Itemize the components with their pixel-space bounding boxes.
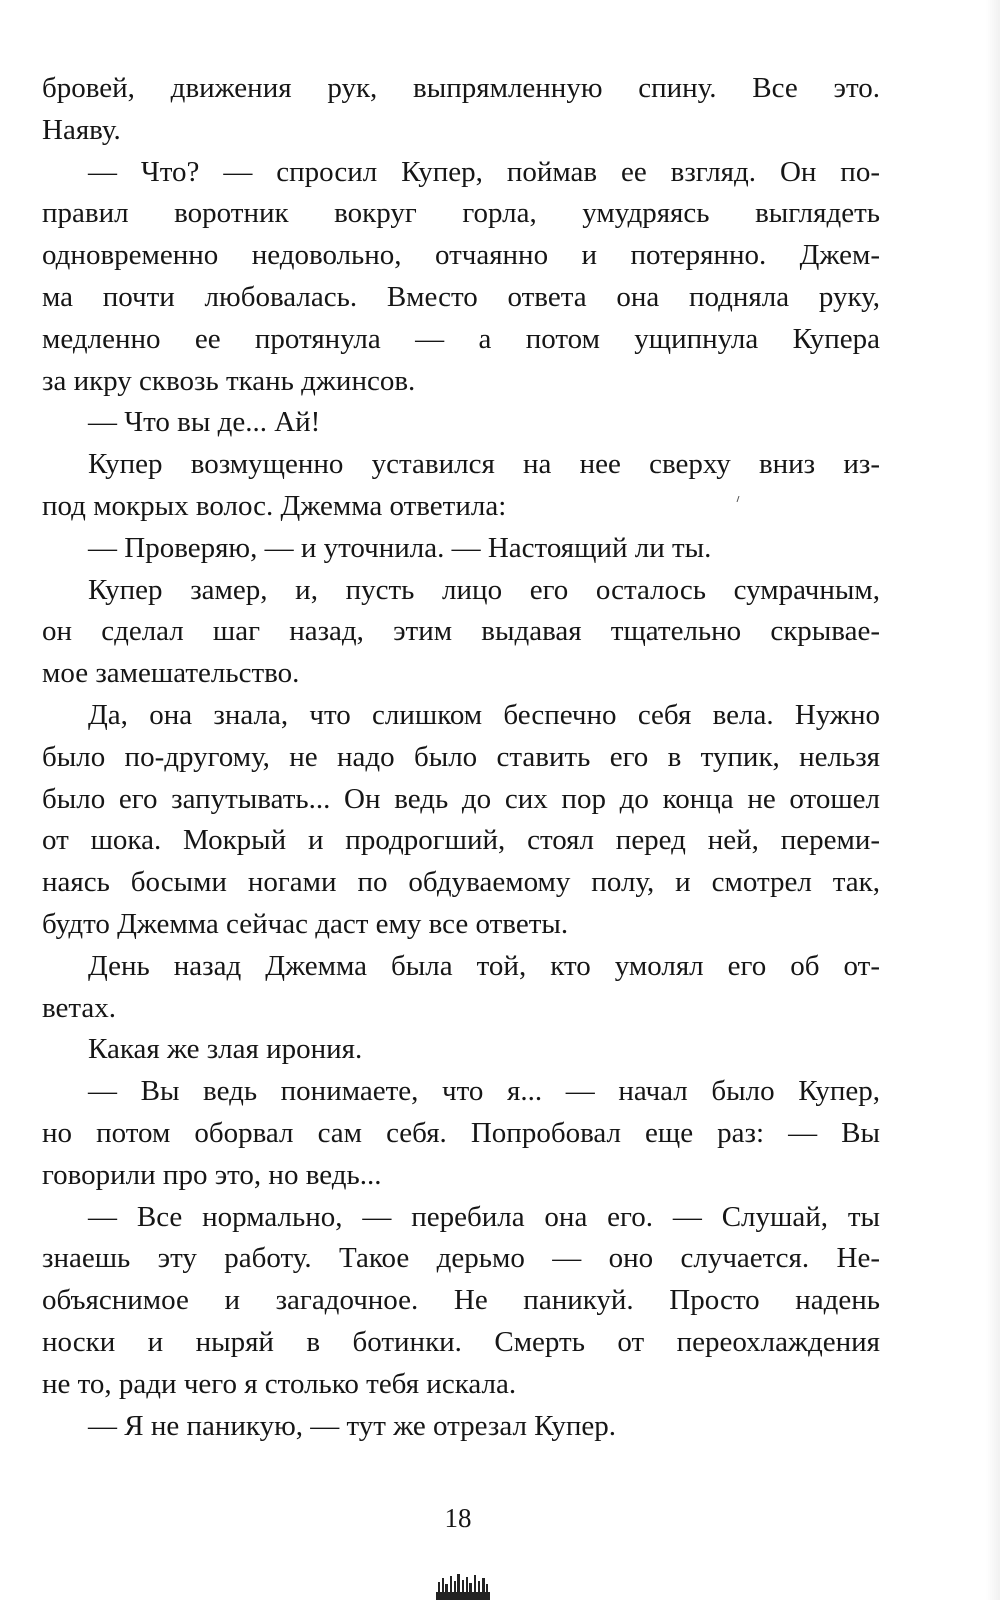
text-line-14: он сделал шаг назад, этим выдавая тщательно скрывае- xyxy=(42,615,880,648)
text-line-25: — Вы ведь понимаете, что я... — начал было Купер, xyxy=(88,1075,880,1108)
text-line-33: — Я не паникую, — тут же отрезал Купер. xyxy=(88,1409,616,1442)
text-line-27: говорили про это, но ведь... xyxy=(42,1158,382,1191)
text-line-9: — Что вы де... Ай! xyxy=(88,406,321,439)
text-line-2: Наяву. xyxy=(42,113,121,146)
text-line-8: за икру сквозь ткань джинсов. xyxy=(42,364,416,397)
text-line-30: объяснимое и загадочное. Не паникуй. Просто надень xyxy=(42,1284,880,1317)
text-line-16: Да, она знала, что слишком беспечно себя вела. Нужно xyxy=(88,698,880,731)
text-line-18: было его запутывать... Он ведь до сих пор до конца не отошел xyxy=(42,782,880,815)
text-line-24: Какая же злая ирония. xyxy=(88,1033,363,1066)
text-line-23: ветах. xyxy=(42,991,117,1024)
text-line-22: День назад Джемма была той, кто умолял его об от- xyxy=(88,949,880,982)
text-line-26: но потом оборвал сам себя. Попробовал еще раз: — Вы xyxy=(42,1116,880,1149)
stray-ink-mark xyxy=(736,496,740,502)
text-line-1: бровей, движения рук, выпрямленную спину. Все это. xyxy=(42,72,880,104)
text-line-10: Купер возмущенно уставился на нее сверху вниз из- xyxy=(88,448,880,481)
text-line-19: от шока. Мокрый и продрогший, стоял перед ней, переми- xyxy=(42,824,880,857)
text-line-21: будто Джемма сейчас даст ему все ответы. xyxy=(42,907,569,940)
text-line-4: правил воротник вокруг горла, умудряясь выглядеть xyxy=(42,197,880,230)
text-line-20: наясь босыми ногами по обдуваемому полу, и смотрел так, xyxy=(42,866,880,899)
text-line-6: ма почти любовалась. Вместо ответа она подняла руку, xyxy=(42,280,880,313)
text-line-11: под мокрых волос. Джемма ответила: xyxy=(42,489,507,522)
text-line-17: было по-другому, не надо было ставить его в тупик, нельзя xyxy=(42,740,880,773)
page-edge-shadow xyxy=(986,0,1000,1600)
text-line-7: медленно ее протянула — а потом ущипнула Купера xyxy=(42,322,880,355)
text-line-28: — Все нормально, — перебила она его. — Слушай, ты xyxy=(88,1200,880,1233)
text-line-5: одновременно недовольно, отчаянно и потерянно. Джем- xyxy=(42,239,880,272)
text-line-12: — Проверяю, — и уточнила. — Настоящий ли ты. xyxy=(88,531,712,564)
text-line-29: знаешь эту работу. Такое дерьмо — оно случается. Не- xyxy=(42,1242,880,1275)
text-line-15: мое замешательство. xyxy=(42,657,300,690)
text-line-3: — Что? — спросил Купер, поймав ее взгляд. Он по- xyxy=(88,155,880,188)
page-number: 18 xyxy=(444,1503,472,1533)
text-line-32: не то, ради чего я столько тебя искала. xyxy=(42,1367,517,1400)
body-text xyxy=(42,68,880,1447)
printer-mark-icon xyxy=(436,1572,490,1600)
text-line-13: Купер замер, и, пусть лицо его осталось сумрачным, xyxy=(88,573,880,606)
text-line-31: носки и ныряй в ботинки. Смерть от переохлаждения xyxy=(42,1325,880,1358)
